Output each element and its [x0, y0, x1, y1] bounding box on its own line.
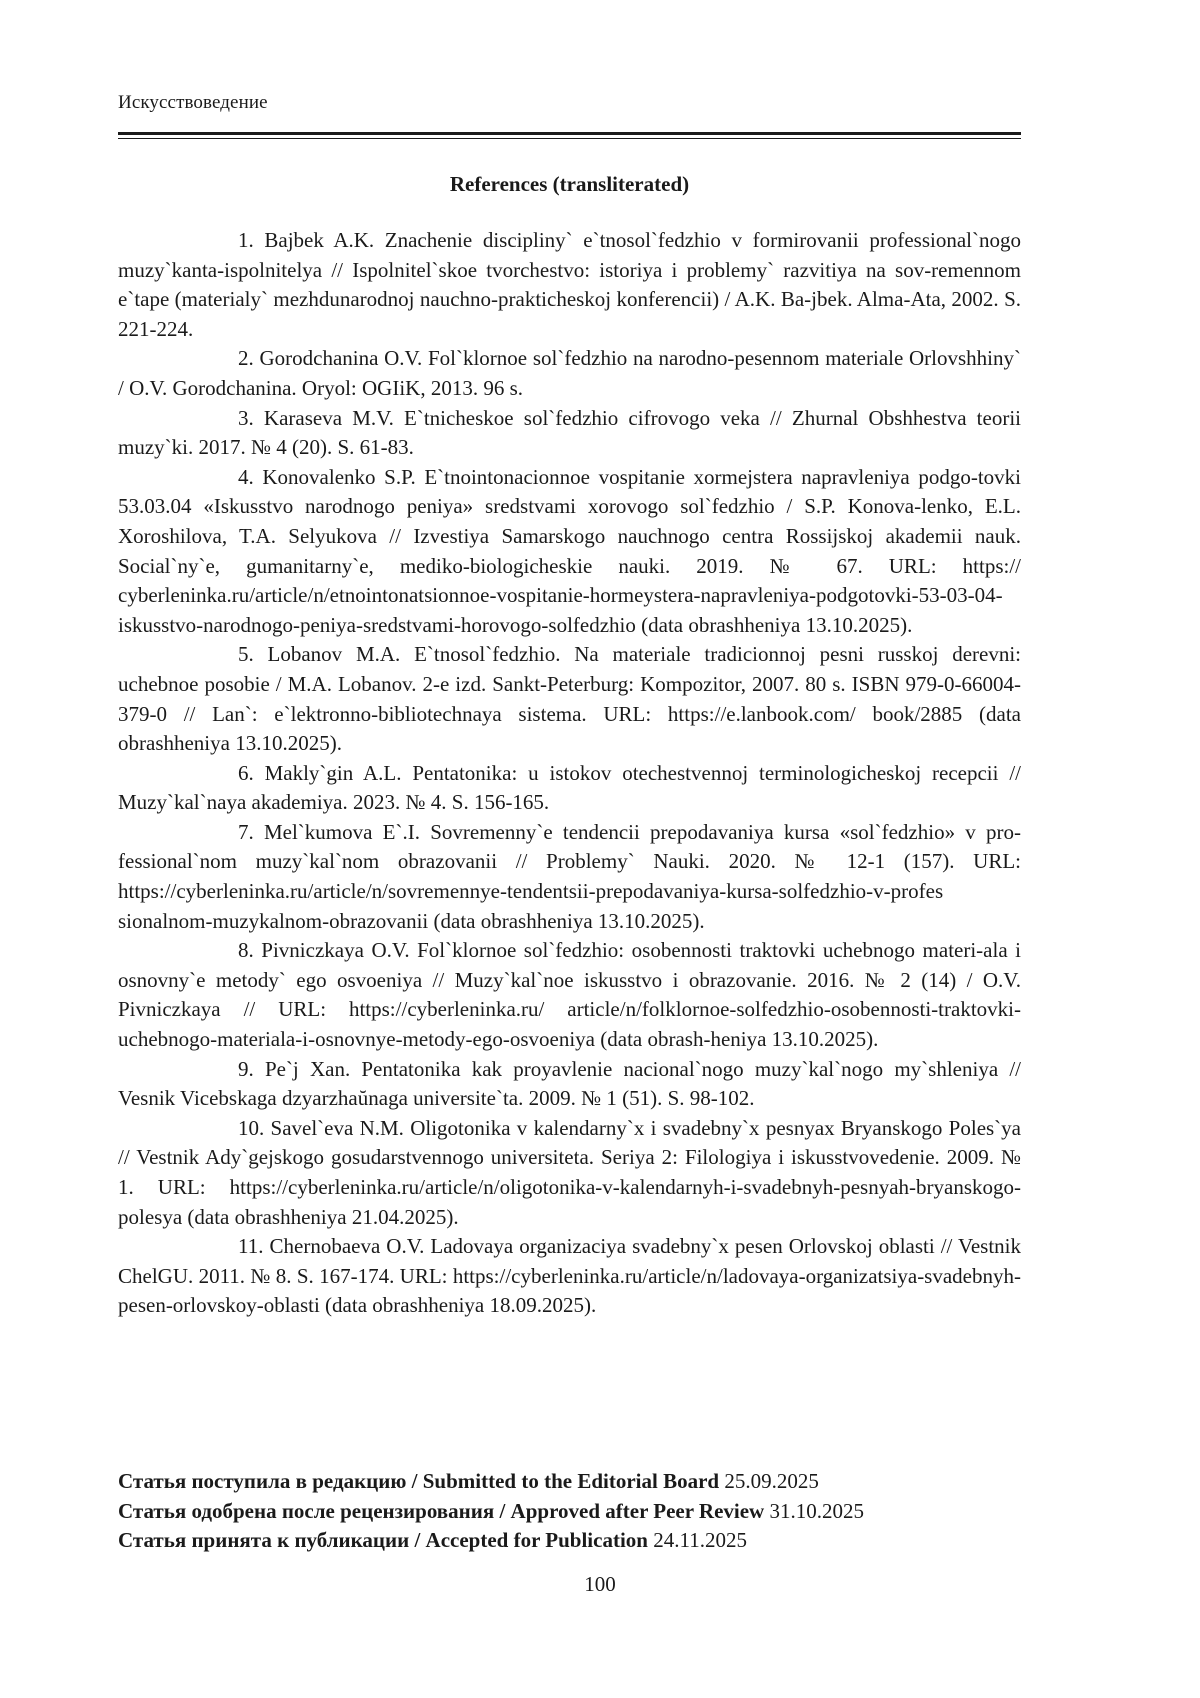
- accepted-date: 24.11.2025: [653, 1528, 747, 1553]
- reference-item: [118, 1114, 1021, 1232]
- reference-item: [118, 818, 1021, 936]
- reference-item: [118, 936, 1021, 1054]
- accepted-label: Статья принята к публикации / Accepted for Publication: [118, 1528, 648, 1553]
- reference-text: Karaseva M.V. E`tnicheskoe sol`fedzhio cifrovogo veka // Zhurnal Obshhestva teorii muzy`ki. 2017. № 4 (20). S. 61-83.: [118, 405, 1021, 460]
- reference-text: Chernobaeva O.V. Ladovaya organizaciya svadebny`x pesen Orlovskoj oblasti // Vestnik ChelGU. 2011. № 8. S. 167-174. URL: https://cyberleninka.ru/article/n/ladovaya-organizatsiya-svadebnyh-pesen-orlovskoy-oblasti (data obrashheniya 18.09.2025).: [118, 1234, 1022, 1318]
- approved-label: Статья одобрена после рецензирования / Approved after Peer Review: [118, 1498, 765, 1523]
- reference-text: Gorodchanina O.V. Fol`klornoe sol`fedzhio na narodno-pesennom materiale Orlovshhiny` / O.V. Gorodchanina. Oryol: OGIiK, 2013. 96 s.: [118, 346, 1022, 400]
- reference-number: 10.: [238, 1115, 265, 1140]
- reference-item: [118, 404, 1021, 463]
- reference-item: [118, 226, 1021, 344]
- reference-number: 7.: [238, 819, 254, 844]
- reference-item: [118, 1055, 1021, 1114]
- reference-item: [118, 463, 1021, 641]
- reference-text: Lobanov M.A. E`tnosol`fedzhio. Na materiale tradicionnoj pesni russkoj derevni: uchebnoe posobie / M.A. Lobanov. 2-e izd. Sankt-Peterburg: Kompozitor, 2007. 80 s. ISBN 979-0-66004-379-0 // Lan`: e`lektronno-bibliotechnaya sistema. URL: https://e.lanbook.com/ book/2885 (data obrashheniya 13.10.2025).: [118, 642, 1021, 756]
- reference-text: Pe`j Xan. Pentatonika kak proyavlenie nacional`nogo muzy`kal`nogo my`shleniya // Vesnik Vicebskaga dzyarzhaŭnaga universite`ta. 2009. № 1 (51). S. 98-102.: [118, 1056, 1021, 1111]
- reference-number: 3.: [238, 405, 254, 430]
- publication-info: [118, 1467, 1021, 1556]
- approved-date: 31.10.2025: [769, 1498, 864, 1523]
- reference-number: 4.: [238, 464, 254, 489]
- submitted-date: 25.09.2025: [724, 1469, 819, 1493]
- reference-item: [118, 640, 1021, 758]
- reference-number: 9.: [238, 1056, 254, 1081]
- reference-number: 2.: [238, 346, 254, 371]
- reference-number: 8.: [238, 938, 254, 963]
- reference-number: 6.: [238, 760, 254, 785]
- submitted-label: Статья поступила в редакцию / Submitted to the Editorial Board: [118, 1469, 720, 1493]
- reference-number: 1.: [238, 228, 254, 252]
- approved-line: [118, 1497, 1021, 1527]
- reference-text: Makly`gin A.L. Pentatonika: u istokov otechestvennoj terminologicheskoj recepcii // Muzy`kal`naya akademiya. 2023. № 4. S. 156-165.: [118, 760, 1021, 815]
- reference-text: Mel`kumova E`.I. Sovremenny`e tendencii prepodavaniya kursa «sol`fedzhio» v pro-fessional`nom muzy`kal`nom obrazovanii // Problemy` Nauki. 2020. № 12-1 (157). URL: https://cyberleninka.ru/article/n/sovremennye-tendentsii-prepodavaniya-kursa-solfedzhio-v-profes sionalnom-muzykalnom-obrazovanii (data obrashheniya 13.10.2025).: [118, 819, 1021, 933]
- reference-item: [118, 1232, 1021, 1321]
- submitted-line: [118, 1467, 1021, 1497]
- reference-number: 5.: [238, 642, 254, 667]
- reference-item: [118, 344, 1021, 403]
- header-rule-thin: [118, 138, 1021, 139]
- page-number: 100: [584, 1572, 616, 1596]
- reference-text: Pivniczkaya O.V. Fol`klornoe sol`fedzhio: osobennosti traktovki uchebnogo materi-ala i osnovny`e metody` ego osvoeniya // Muzy`kal`noe iskusstvo i obrazovanie. 2016. № 2 (14) / O.V. Pivniczkaya // URL: https://cyberleninka.ru/ article/n/folklornoe-solfedzhio-osobennosti-traktovki-uchebnogo-materiala-i-osnovnye-metody-ego-osvoeniya (data obrash-heniya 13.10.2025).: [118, 938, 1022, 1052]
- reference-text: Bajbek A.K. Znachenie discipliny` e`tnosol`fedzhio v formirovanii professional`nogo muzy`kanta-ispolnitelya // Ispolnitel`skoe tvorchestvo: istoriya i problemy` razvitiya na sov-remennom e`tape (materialy` mezhdunarodnoj nauchno-prakticheskoj konferencii) / A.K. Ba-jbek. Alma-Ata, 2002. S. 221-224.: [118, 228, 1021, 341]
- running-head: Искусствоведение: [118, 92, 268, 113]
- reference-item: [118, 759, 1021, 818]
- reference-text: Savel`eva N.M. Oligotonika v kalendarny`x i svadebny`x pesnyax Bryanskogo Poles`ya // Vestnik Ady`gejskogo gosudarstvennogo universiteta. Seriya 2: Filologiya i iskusstvovedenie. 2009. № 1. URL: https://cyberleninka.ru/article/n/oligotonika-v-kalendarnyh-i-svadebnyh-pesnyah-bryanskogo-polesya (data obrashheniya 21.04.2025).: [118, 1115, 1021, 1229]
- accepted-line: [118, 1526, 1021, 1556]
- reference-text: Konovalenko S.P. E`tnointonacionnoe vospitanie xormejstera napravleniya podgo-tovki 53.03.04 «Iskusstvo narodnogo peniya» sredstvami xorovogo sol`fedzhio / S.P. Konova-lenko, E.L. Xoroshilova, T.A. Selyukova // Izvestiya Samarskogo nauchnogo centra Rossijskoj akademii nauk. Social`ny`e, gumanitarny`e, mediko-biologicheskie nauki. 2019. № 67. URL: https:// cyberleninka.ru/article/n/etnointonatsionnoe-vospitanie-hormeystera-napravleniya-podgotovki-53-03-04-iskusstvo-narodnogo-peniya-sredstvami-horovogo-solfedzhio (data obrashheniya 13.10.2025).: [118, 464, 1022, 637]
- section-title: References (transliterated): [449, 172, 690, 196]
- header-rule-thick: [118, 132, 1021, 135]
- reference-list: [118, 226, 1021, 1321]
- reference-number: 11.: [238, 1234, 264, 1259]
